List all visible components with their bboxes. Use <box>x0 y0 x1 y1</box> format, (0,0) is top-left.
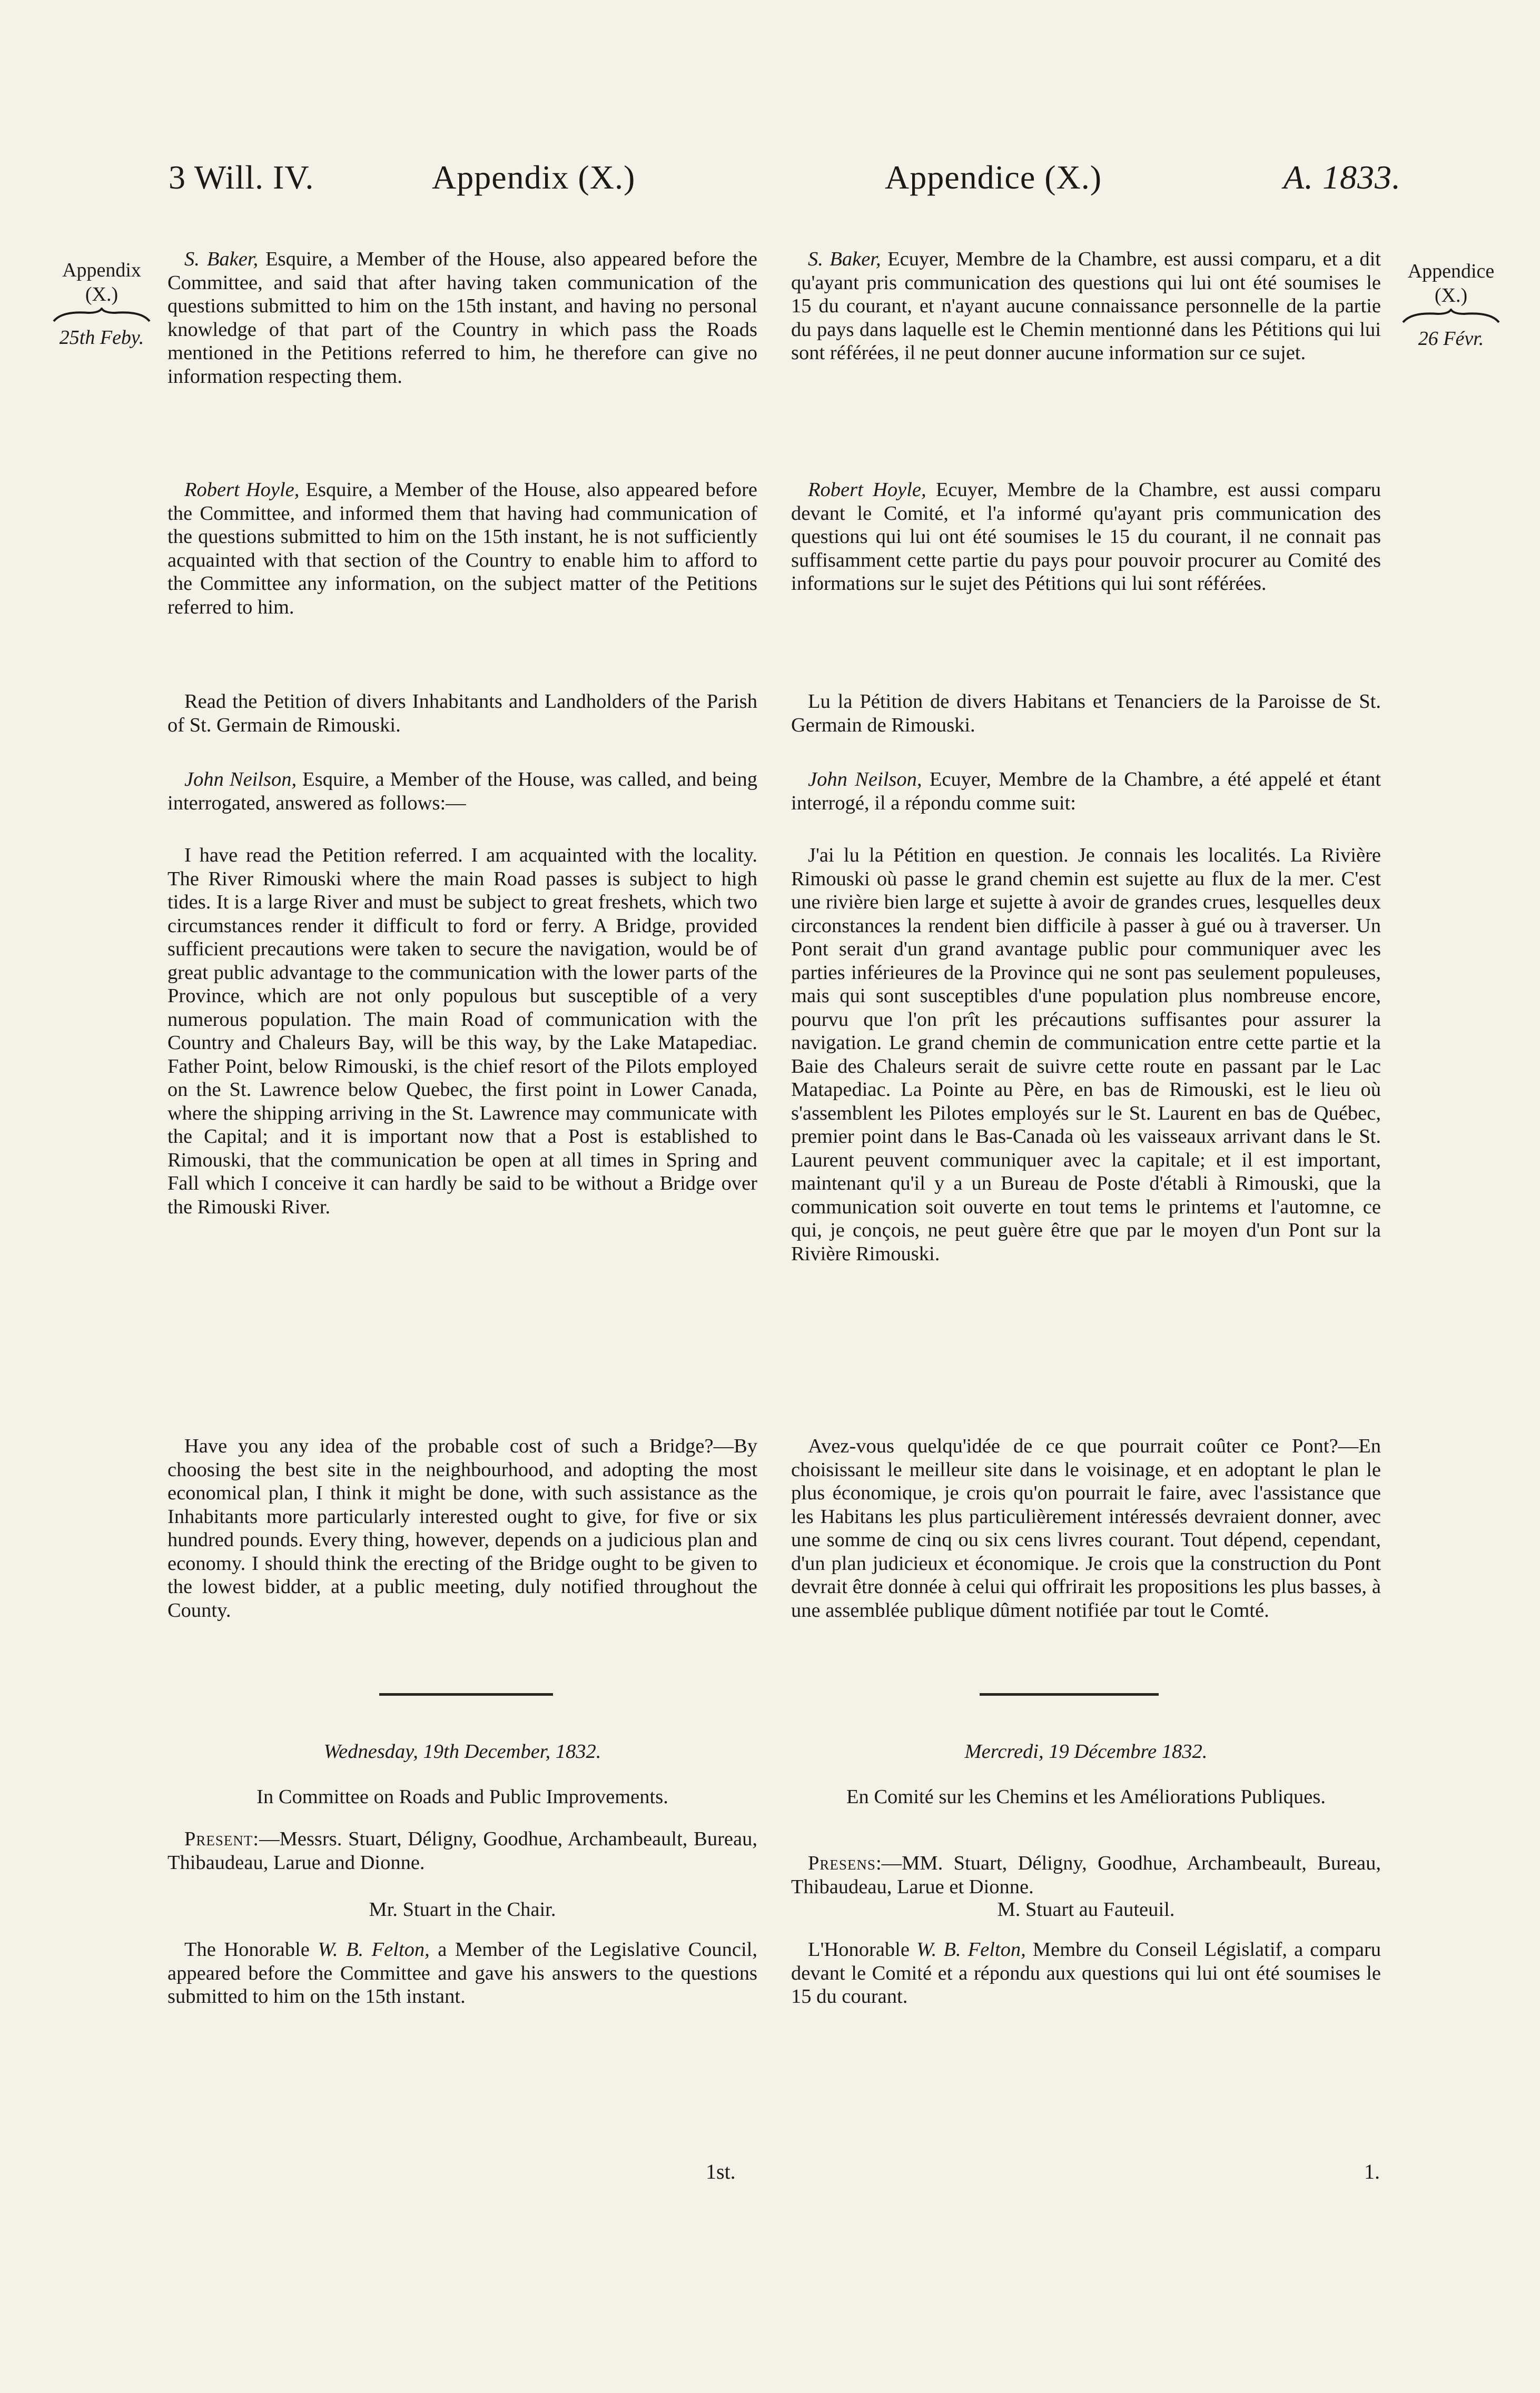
paragraph-text: Ecuyer, Membre de la Chambre, a été appelé et étant interrogé, il a répondu comme suit: <box>791 768 1381 814</box>
margin-title: Appendice <box>1407 260 1495 282</box>
committee-title: En Comité sur les Chemins et les Améliorations Publiques. <box>846 1786 1326 1808</box>
members-present <box>791 1852 1381 1898</box>
speaker-name: W. B. Felton, <box>318 1939 430 1961</box>
margin-ref: (X.) <box>1434 284 1468 306</box>
paragraph-hoyle <box>167 478 757 619</box>
paragraph-text: Esquire, a Member of the House, was called, and being interrogated, answered as follows:— <box>167 768 757 814</box>
speaker-name: Robert Hoyle, <box>184 479 300 501</box>
present-text: —Messrs. Stuart, Déligny, Goodhue, Archambeault, Bureau, Thibaudeau, Larue and Dionne. <box>167 1828 757 1874</box>
margin-ref: (X.) <box>85 283 119 305</box>
speaker-name: John Neilson, <box>184 768 297 790</box>
section-divider-en <box>379 1693 553 1696</box>
paragraph-bridge-cost: Avez-vous quelqu'idée de ce que pourrait coûter ce Pont?—En choisissant le meilleur site dans le voisinage, et en adoptant le plan le plus économique, je crois qu'on pourrait le faire, avec l'assistance que les Habitans les plus particulièrement intéressés devraient donner, avec une somme de cinq ou six cens livres courant. Tout dépend, cependant, d'un plan judicieux et économique. Je crois que la construction du Pont devrait être donnée à celui qui offrirait les propositions les plus basses, à une assemblée publique dûment notifiée par tout le Comté. <box>791 1435 1381 1621</box>
paragraph-felton: L'Honorable W. B. Felton, Membre du Conseil Législatif, a comparu devant le Comité et a répondu aux questions qui lui ont été soumises le 15 du courant. <box>791 1939 1381 2008</box>
present-label: Present: <box>184 1828 260 1850</box>
paragraph-text: Ecuyer, Membre de la Chambre, est aussi comparu devant le Comité, et l'a informé qu'ayant pris communication des questions qui lui ont été soumises le 15 du courant, il ne connait pas suffisamment cette partie du pays pour pouvoir procurer au Comité des informations sur le sujet des Pétitions qui lui sont référées. <box>791 479 1381 595</box>
paragraph-testimony: I have read the Petition referred. I am acquainted with the locality. The River Rimouski where the main Road passes is subject to high tides. It is a large River and must be subject to great freshets, which two circumstances render it difficult to ford or ferry. A Bridge, provided sufficient precautions were taken to secure the navigation, would be of great public advantage to the communication with the lower parts of the Province, which are not only populous but susceptible of a very numerous population. The main Road of communication with the Country and Chaleurs Bay, will be this way, by the Lake Matapediac. Father Point, below Rimouski, is the chief resort of the Pilots employed on the St. Lawrence below Quebec, the first point in Lower Canada, where the shipping arriving in the St. Lawrence may communicate with the Capital; and it is important now that a Post is established to Rimouski, that the communication be open at all times in Spring and Fall which I conceive it can hardly be said to be without a Bridge over the Rimouski River. <box>167 844 757 1218</box>
margin-note-right <box>1375 259 1527 351</box>
brace-icon <box>1401 309 1501 324</box>
header-appendix-en: Appendix (X.) <box>432 159 636 196</box>
session-date: Mercredi, 19 Décembre 1832. <box>964 1741 1208 1763</box>
paragraph-text: Esquire, a Member of the House, also appeared before the Committee, and said that after having taken communication of the questions submitted to him on the 15th instant, and having no personal knowledge of that part of the Country in which pass the Roads mentioned in the Petitions referred to him, he therefore can give no information respecting them. <box>167 248 757 388</box>
paragraph-neilson <box>791 768 1381 815</box>
speaker-name: Robert Hoyle, <box>808 479 926 501</box>
paragraph-bridge-cost: Have you any idea of the probable cost of such a Bridge?—By choosing the best site in the neighbourhood, and adopting the most economical plan, I think it might be done, with such assistance as the Inhabitants more particularly interested ought to give, for five or six hundred pounds. Every thing, however, depends on a judicious plan and economy. I should think the erecting of the Bridge ought to be given to the lowest bidder, at a public meeting, duly notified throughout the County. <box>167 1435 757 1621</box>
section-divider-fr <box>980 1693 1159 1696</box>
paragraph-text: a Member of the Legislative Council, appeared before the Committee and gave his answers to the questions submitted to him on the 15th instant. <box>167 1939 757 2008</box>
present-label: Presens <box>808 1852 876 1874</box>
committee-title: In Committee on Roads and Public Improvements. <box>256 1786 668 1808</box>
session-date: Wednesday, 19th December, 1832. <box>323 1741 601 1763</box>
chair-line: M. Stuart au Fauteuil. <box>997 1898 1175 1921</box>
paragraph-felton: The Honorable W. B. Felton, a Member of the Legislative Council, appeared before the Committee and gave his answers to the questions submitted to him on the 15th instant. <box>167 1939 757 2008</box>
paragraph-text: Esquire, a Member of the House, also appeared before the Committee, and informed them that having had communication of the questions submitted to him on the 15th instant, he is not sufficiently acquainted with that section of the Country to enable him to afford to the Committee any information, on the subject matter of the Petitions referred to him. <box>167 479 757 618</box>
paragraph-testimony: J'ai lu la Pétition en question. Je connais les localités. La Rivière Rimouski où passe le grand chemin est sujette au flux de la mer. C'est une rivière bien large et sujette à avoir de grandes crues, lesquelles deux circonstances la rendent bien difficile à passer à gué ou à traverser. Un Pont serait d'un grand avantage public pour communiquer avec les parties inférieures de la Province qui ne sont pas seulement populeuses, mais qui sont susceptibles d'une population plus nombreuse encore, pourvu que l'on prît les précautions suffisantes pour assurer la navigation. Le grand chemin de communication entre cette partie et la Baie des Chaleurs serait de suivre cette route en passant par le Lac Matapediac. La Pointe au Père, en bas de Rimouski, est le lieu où s'assemblent les Pilotes employés sur le St. Laurent en bas de Québec, premier point dans le Bas-Canada où les vaisseaux arrivant dans le St. Laurent peuvent communiquer avec la capitale; et il est important, maintenant qu'il y a un Bureau de Poste d'établi à Rimouski, que la communication soit ouverte en tout tems le printems et l'automne, ce qui, je conçois, ne peut guère être que par le moyen d'un Pont sur la Rivière Rimouski. <box>791 844 1381 1265</box>
header-appendix-fr: Appendice (X.) <box>885 159 1102 196</box>
paragraph-baker <box>791 248 1381 365</box>
present-text: :—MM. Stuart, Déligny, Goodhue, Archambeault, Bureau, Thibaudeau, Larue et Dionne. <box>791 1852 1381 1898</box>
paragraph-baker <box>167 248 757 388</box>
paragraph-petition: Lu la Pétition de divers Habitans et Tenanciers de la Paroisse de St. Germain de Rimouski. <box>791 690 1381 736</box>
margin-date: 25th Feby. <box>59 327 144 349</box>
header-session: 3 Will. IV. <box>169 159 314 196</box>
catchword-en: 1st. <box>706 2160 736 2183</box>
paragraph-hoyle <box>791 478 1381 596</box>
brace-icon <box>52 308 152 323</box>
paragraph-neilson <box>167 768 757 815</box>
paragraph-petition: Read the Petition of divers Inhabitants and Landholders of the Parish of St. Germain de Rimouski. <box>167 690 757 736</box>
members-present <box>167 1827 757 1874</box>
margin-date: 26 Févr. <box>1418 328 1484 350</box>
catchword-fr: 1. <box>1364 2160 1380 2183</box>
speaker-name: John Neilson, <box>808 768 922 790</box>
margin-note-left <box>31 258 173 350</box>
speaker-name: W. B. Felton, <box>916 1939 1026 1961</box>
chair-line: Mr. Stuart in the Chair. <box>369 1898 556 1921</box>
speaker-name: S. Baker, <box>808 248 881 270</box>
margin-title: Appendix <box>62 259 141 281</box>
page-header <box>158 158 1411 216</box>
paragraph-text: Ecuyer, Membre de la Chambre, est aussi comparu, et a dit qu'ayant pris communication des questions qui lui ont été soumises le 15 du courant, et n'ayant aucune connaissance personnelle de la partie du pays dans laquelle est le Chemin mentionné dans les Pétitions qui lui sont référées, il ne peut donner aucune information sur ce sujet. <box>791 248 1381 364</box>
header-year: A. 1833. <box>1283 159 1401 196</box>
speaker-name: S. Baker, <box>184 248 259 270</box>
paragraph-text: Membre du Conseil Législatif, a comparu devant le Comité et a répondu aux questions qui lui ont été soumises le 15 du courant. <box>791 1939 1381 2008</box>
